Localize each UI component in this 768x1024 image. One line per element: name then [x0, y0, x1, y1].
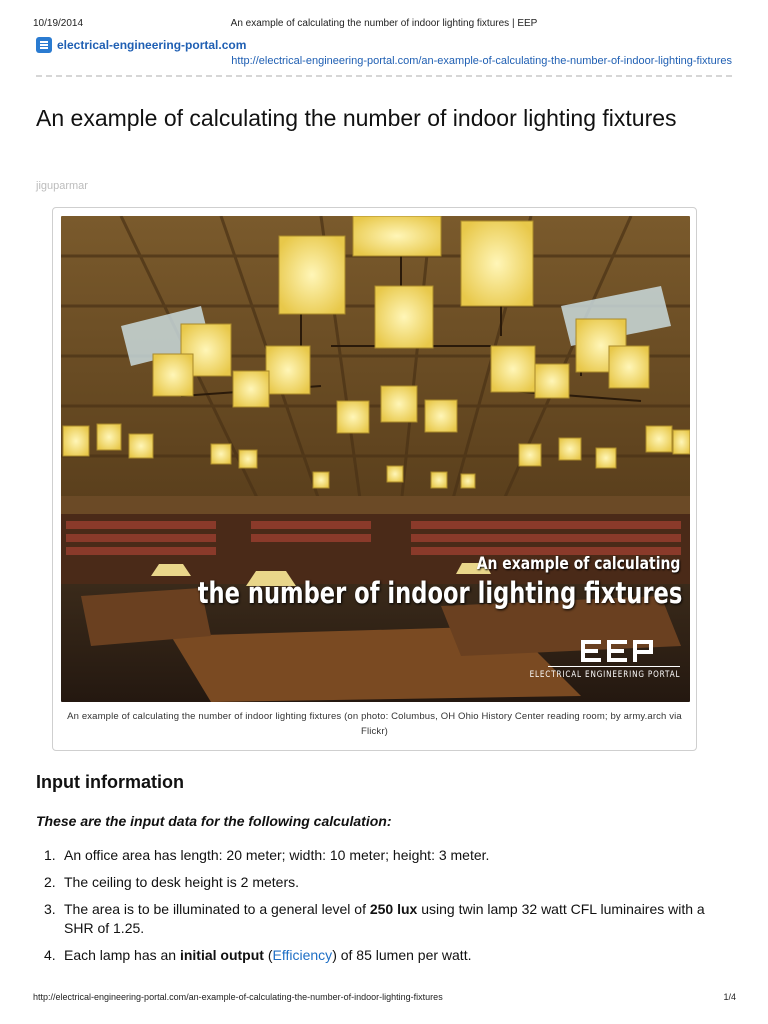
- print-footer-url: http://electrical-engineering-portal.com/an-example-of-calculating-the-number-of-indoor-lighting-fixtures: [33, 992, 443, 1002]
- list-item-number: 4.: [44, 947, 56, 963]
- print-footer-page: 1/4: [723, 992, 736, 1002]
- list-item-text: The ceiling to desk height is 2 meters.: [64, 874, 300, 890]
- page-url-link[interactable]: http://electrical-engineering-portal.com/an-example-of-calculating-the-number-of-indoor-lighting-fixtures: [231, 55, 732, 67]
- list-item: [36, 873, 726, 892]
- list-item-text: ) of 85 lumen per watt.: [332, 947, 472, 963]
- list-item-text: Each lamp has an: [64, 947, 180, 963]
- list-item-text: (: [263, 947, 273, 963]
- article-figure: [52, 207, 697, 751]
- efficiency-link[interactable]: Efficiency: [272, 947, 333, 963]
- figure-caption: An example of calculating the number of indoor lighting fixtures (on photo: Columbus, OH Ohio History Center reading room; by army.arch via Flickr): [67, 711, 682, 737]
- list-item-number: 1.: [44, 847, 56, 863]
- author-name[interactable]: jiguparmar: [36, 180, 88, 192]
- list-item-bold: initial output: [179, 947, 264, 963]
- list-item: [36, 846, 726, 865]
- list-icon: [36, 37, 52, 53]
- section-lead: These are the input data for the following calculation:: [36, 813, 392, 829]
- section-heading: Input information: [36, 772, 184, 792]
- list-item-text: The area is to be illuminated to a general level of: [64, 901, 370, 917]
- photo-overlay-title-line2: the number of indoor lighting fixtures: [197, 576, 682, 610]
- article-title: An example of calculating the number of indoor lighting fixtures: [36, 105, 677, 131]
- list-item-text: An office area has length: 20 meter; width: 10 meter; height: 3 meter.: [64, 847, 490, 863]
- eep-logo: [581, 640, 656, 662]
- input-data-list: [36, 846, 726, 973]
- list-item: [36, 946, 726, 965]
- reading-room-photo: [61, 216, 690, 702]
- print-header-title: An example of calculating the number of indoor lighting fixtures | EEP: [230, 18, 538, 29]
- list-item-bold: 250 lux: [369, 901, 418, 917]
- photo-overlay-title-line1: An example of calculating: [476, 554, 680, 574]
- list-item: [36, 900, 726, 938]
- print-header-date: 10/19/2014: [33, 18, 84, 29]
- site-name-link[interactable]: electrical-engineering-portal.com: [57, 38, 247, 52]
- eep-logo-subtitle: ELECTRICAL ENGINEERING PORTAL: [529, 670, 680, 680]
- list-item-number: 3.: [44, 901, 56, 917]
- list-item-number: 2.: [44, 874, 56, 890]
- list-item-text: using twin lamp 32 watt CFL luminaires with a SHR of 1.25.: [64, 901, 705, 936]
- divider: [36, 75, 732, 77]
- logo-rule: [548, 666, 680, 667]
- site-brand[interactable]: [36, 37, 246, 53]
